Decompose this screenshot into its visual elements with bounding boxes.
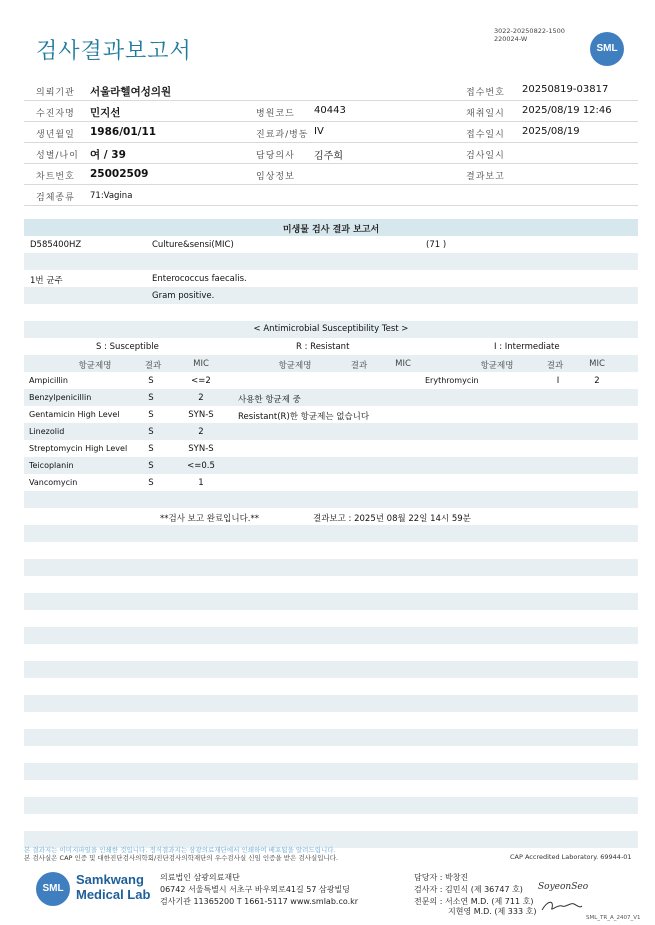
band	[24, 627, 638, 644]
test-code: D585400HZ	[30, 240, 82, 250]
band	[24, 287, 638, 304]
sex-age-label: 성별/나이	[36, 151, 79, 161]
band	[24, 525, 638, 542]
dept-label: 진료과/병동	[256, 130, 309, 140]
receipt-no-label: 접수번호	[466, 88, 505, 98]
chart-no-label: 차트번호	[36, 172, 75, 182]
report-complete: **검사 보고 완료입니다.**	[160, 514, 260, 524]
drug-result: S	[148, 393, 154, 403]
organism-name: Enterococcus faecalis.	[152, 274, 247, 284]
legend-susceptible: S : Susceptible	[96, 342, 159, 352]
report-code-line1: 3022-20250822-1500	[494, 27, 565, 35]
info-row-6	[24, 185, 638, 206]
col-result-header: 결과	[546, 361, 564, 371]
col-mic-header: MIC	[589, 359, 605, 369]
band	[24, 559, 638, 576]
receipt-date-label: 접수일시	[466, 130, 505, 140]
manager: 담당자 : 박창진	[414, 873, 469, 882]
sex-age-value: 여 / 39	[90, 149, 126, 161]
drug-name: Vancomycin	[29, 478, 78, 487]
band	[24, 593, 638, 610]
drug-result: S	[148, 478, 154, 488]
drug-name: Benzylpenicillin	[29, 393, 92, 402]
doctor-value: 김주희	[314, 151, 343, 162]
organism-label: 1번 균주	[30, 276, 63, 286]
test-date-label: 검사일시	[466, 151, 505, 161]
resistance-note-line2: Resistant(R)한 항균제는 없습니다	[238, 412, 370, 422]
test-number: (71 )	[426, 240, 447, 250]
name-label: 수진자명	[36, 109, 75, 119]
institution-label: 의뢰기관	[36, 88, 75, 98]
tester: 검사자 : 김민식 (제 36747 호)	[414, 885, 523, 894]
col-result-header: 결과	[350, 361, 368, 371]
specialist-1: 전문의 : 서소연 M.D. (제 711 호)	[414, 897, 534, 906]
clinical-label: 임상정보	[256, 172, 295, 182]
drug-mic: 2	[594, 376, 600, 386]
band	[24, 797, 638, 814]
col-drug-header: 항균제명	[278, 361, 312, 371]
band	[24, 253, 638, 270]
hospital-code-label: 병원코드	[256, 109, 295, 119]
drug-result: S	[148, 376, 154, 386]
institution-value: 서울라헬여성의원	[90, 86, 172, 98]
dob-label: 생년월일	[36, 130, 75, 140]
dob-value: 1986/01/11	[90, 126, 157, 138]
info-row-2	[24, 101, 638, 122]
drug-mic: <=0.5	[187, 461, 215, 471]
name-value: 민지선	[90, 107, 121, 119]
band	[24, 695, 638, 712]
drug-mic: 2	[198, 393, 204, 403]
legend-intermediate: I : Intermediate	[494, 342, 560, 352]
drug-name: Teicoplanin	[29, 461, 74, 470]
col-drug-header: 항균제명	[480, 361, 514, 371]
dept-value: IV	[314, 126, 324, 137]
hospital-code-value: 40443	[314, 105, 346, 116]
legend-resistant: R : Resistant	[296, 342, 350, 352]
ast-title: < Antimicrobial Susceptibility Test >	[253, 324, 409, 334]
org-contact: 검사기관 11365200 T 1661-5117 www.smlab.co.kr	[160, 897, 359, 906]
org-address: 06742 서울특별시 서초구 바우뫼로41길 57 삼광빌딩	[160, 885, 350, 894]
cap-notice: 본 검사실은 CAP 인증 및 대한진단검사의학회/진단검사의학재단의 우수검사실 신임 인증을 받은 검사실입니다.	[24, 854, 339, 862]
collect-date-value: 2025/08/19 12:46	[522, 105, 612, 116]
drug-name: Erythromycin	[425, 376, 479, 385]
org-name: 의료법인 삼광의료재단	[160, 873, 240, 882]
page-title: 검사결과보고서	[36, 39, 192, 64]
specimen-value: 71:Vagina	[90, 191, 133, 201]
band	[24, 729, 638, 746]
band	[24, 457, 638, 474]
receipt-date-value: 2025/08/19	[522, 126, 580, 137]
band	[24, 491, 638, 508]
drug-mic: <=2	[191, 376, 211, 386]
drug-result: S	[148, 427, 154, 437]
col-mic-header: MIC	[193, 359, 209, 369]
sml-logo: SML	[590, 32, 624, 66]
section-title: 미생물 검사 결과 보고서	[282, 225, 380, 235]
chart-no-value: 25002509	[90, 168, 149, 180]
drug-name: Linezolid	[29, 427, 65, 436]
col-mic-header: MIC	[395, 359, 411, 369]
signature-2	[540, 898, 584, 914]
receipt-no-value: 20250819-03817	[522, 84, 609, 95]
col-result-header: 결과	[144, 361, 162, 371]
specialist-2: 지현영 M.D. (제 333 호)	[448, 907, 537, 916]
band	[24, 661, 638, 678]
collect-date-label: 채취일시	[466, 109, 505, 119]
drug-mic: 2	[198, 427, 204, 437]
resistance-note-line1: 사용한 항균제 중	[238, 395, 301, 405]
cap-accreditation: CAP Accredited Laboratory. 69944-01	[510, 853, 632, 861]
test-name: Culture&sensi(MIC)	[152, 240, 234, 250]
band	[24, 389, 638, 406]
brand-name	[76, 872, 150, 902]
brand-line1: Samkwang	[76, 872, 144, 887]
sml-logo: SML	[36, 872, 70, 906]
specimen-label: 검체종류	[36, 193, 75, 203]
band	[24, 763, 638, 780]
drug-result: I	[556, 376, 560, 386]
report-date-label: 결과보고	[466, 172, 505, 182]
signature-1: SoyeonSeo	[538, 882, 589, 892]
info-row-4	[24, 143, 638, 164]
info-row-5	[24, 164, 638, 185]
drug-mic: 1	[198, 478, 204, 488]
drug-result: S	[148, 461, 154, 471]
form-version: SML_TR_A_2407_V1	[586, 915, 641, 921]
drug-mic: SYN-S	[188, 444, 214, 454]
drug-name: Streptomycin High Level	[29, 444, 128, 453]
info-row-1	[24, 80, 638, 101]
result-report-time: 결과보고 : 2025년 08월 22일 14시 59분	[313, 514, 471, 524]
drug-result: S	[148, 444, 154, 454]
gram-stain: Gram positive.	[152, 291, 215, 301]
report-code	[494, 27, 565, 43]
image-notice: 본 결과지는 이미지파일을 인쇄한 것입니다. 정식결과지는 삼광의료재단에서 인쇄하여 배포됨을 알려드립니다.	[24, 846, 336, 854]
drug-name: Ampicillin	[29, 376, 68, 385]
drug-result: S	[148, 410, 154, 420]
drug-mic: SYN-S	[188, 410, 214, 420]
doctor-label: 담당의사	[256, 151, 295, 161]
info-row-3	[24, 122, 638, 143]
brand-line2: Medical Lab	[76, 887, 151, 902]
col-drug-header: 항균제명	[78, 361, 112, 371]
report-code-line2: 220024-W	[494, 35, 528, 43]
drug-name: Gentamicin High Level	[29, 410, 120, 419]
band	[24, 423, 638, 440]
